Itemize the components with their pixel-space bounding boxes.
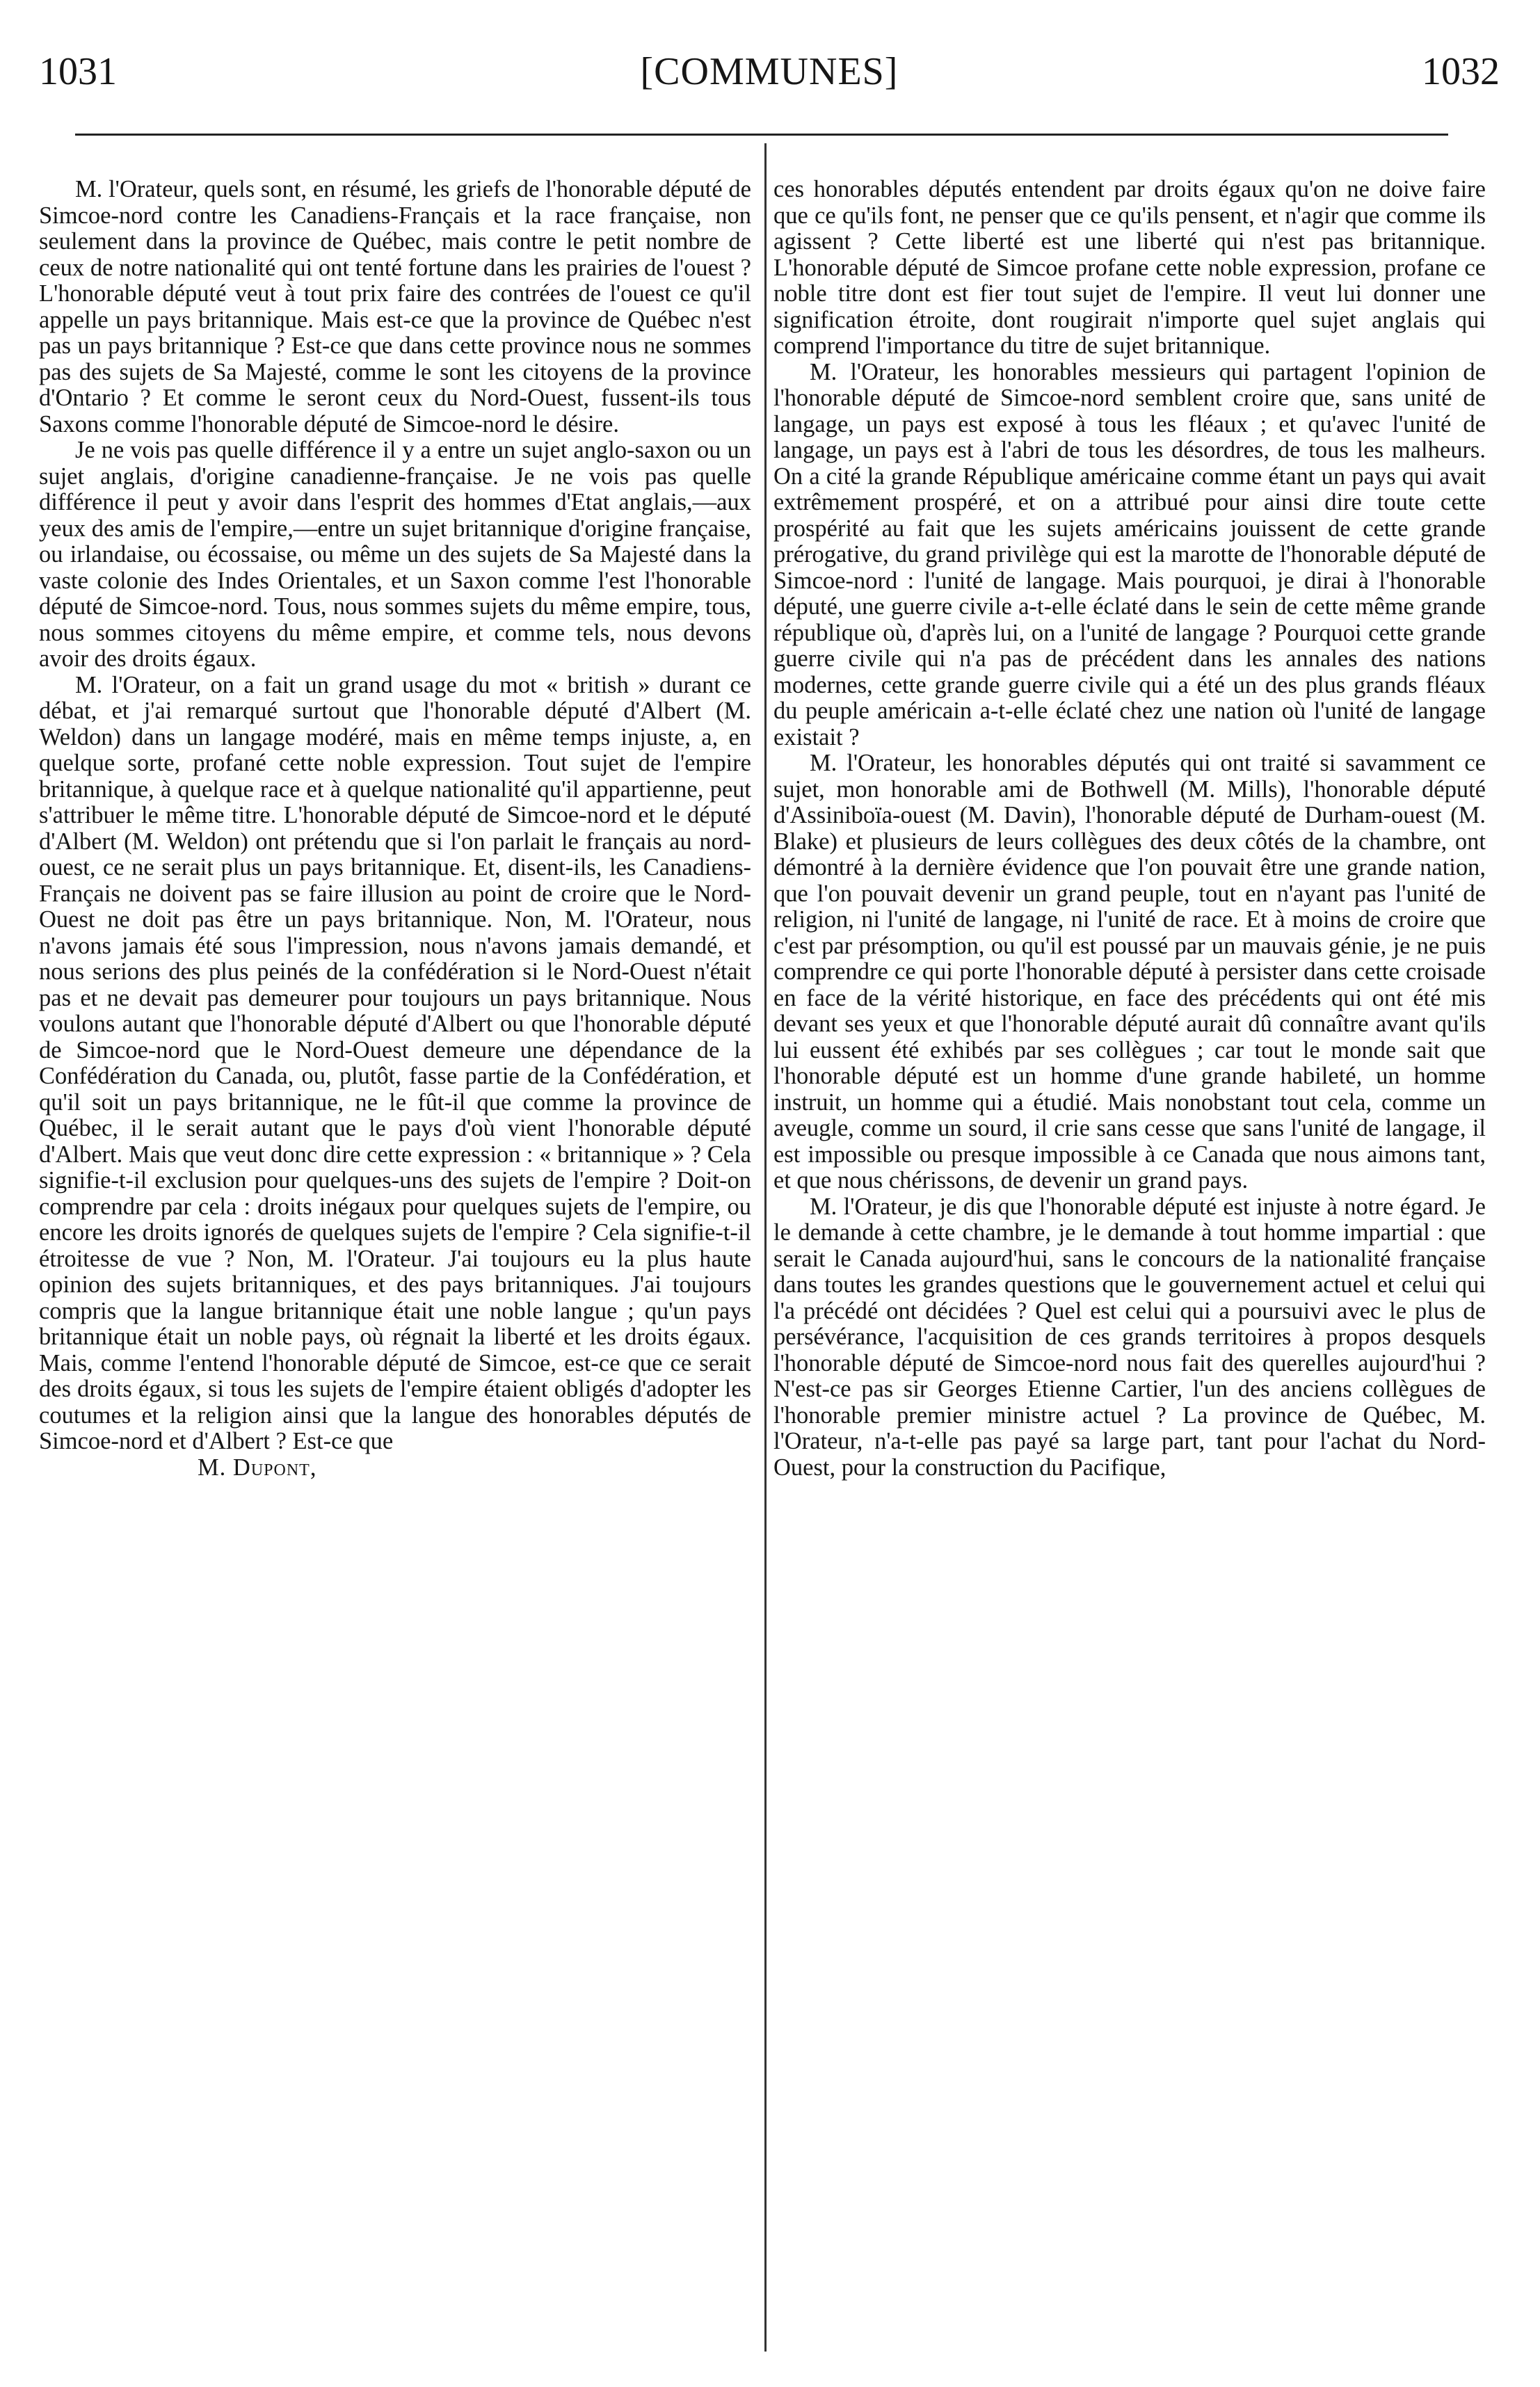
paragraph: M. l'Orateur, les honorables messieurs qui partagent l'opinion de l'honorable député de Simcoe-nord semblent croire que, sans unité de langage, un pays est exposé à tous les fléaux ; et qu'avec l'unité de langage, un pays est à l'abri de tous les désordres, de tous les malheurs. On a cité la grande République américaine comme étant un pays qui avait extrêmement prospéré, et on a attribué pour ainsi dire toute cette prospérité au fait que les sujets américains jouissent de cette grande prérogative, du grand privilège qui est la marotte de l'honorable député de Simcoe-nord : l'unité de langage. Mais pourquoi, je dirai à l'honorable député, une guerre civile a-t-elle éclaté dans le sein de cette même grande république où, d'après lui, on a l'unité de langage ? Pourquoi cette grande guerre civile qui n'a pas de précédent dans les annales des nations modernes, cette grande guerre civile qui a été un des plus grands fléaux du peuple américain a-t-elle éclaté chez une nation où l'unité de langage existait ?	[773, 358, 1486, 750]
paragraph: M. l'Orateur, je dis que l'honorable député est injuste à notre égard. Je le demande à cette chambre, je le demande à tout homme impartial : que serait le Canada aujourd'hui, sans le concours de la nationalité française dans toutes les grandes questions que le gouvernement actuel et celui qui l'a précédé ont décidées ? Quel est celui qui a poursuivi avec le plus de persévérance, l'acquisition de ces grands territoires à propos desquels l'honorable député de Simcoe-nord nous fait des querelles aujourd'hui ? N'est-ce pas sir Georges Etienne Cartier, l'un des anciens collègues de l'honorable premier ministre actuel ? La province de Québec, M. l'Orateur, n'a-t-elle pas payé sa large part, tant pour l'achat du Nord-Ouest, pour la construction du Pacifique,	[773, 1193, 1486, 1481]
page-number-right: 1032	[1422, 50, 1500, 93]
paragraph: M. l'Orateur, quels sont, en résumé, les griefs de l'honorable député de Simcoe-nord contre les Canadiens-Français et la race française, non seulement dans la province de Québec, mais contre le petit nombre de ceux de notre nationalité qui ont tenté fortune dans les prairies de l'ouest ? L'honorable député veut à tout prix faire des contrées de l'ouest ce qu'il appelle un pays britannique. Mais est-ce que la province de Québec n'est pas un pays britannique ? Est-ce que dans cette province nous ne sommes pas des sujets de Sa Majesté, comme le sont les citoyens de la province d'Ontario ? Et comme le seront ceux du Nord-Ouest, fussent-ils tous Saxons comme l'honorable député de Simcoe-nord le désire.	[39, 176, 751, 437]
page-header	[39, 40, 1500, 103]
running-header-title: [COMMUNES]	[640, 50, 899, 93]
left-column	[39, 177, 751, 1481]
paragraph: M. l'Orateur, on a fait un grand usage du mot « british » durant ce débat, et j'ai remarqué surtout que l'honorable député d'Albert (M. Weldon) dans un langage modéré, mais en même temps injuste, a, en quelque sorte, profané cette noble expression. Tout sujet de l'empire britannique, à quelque race et à quelque nationalité qu'il appartienne, peut s'attribuer le même titre. L'honorable député de Simcoe-nord et le député d'Albert (M. Weldon) ont prétendu que si l'on parlait le français au nord-ouest, ce ne serait plus un pays britannique. Et, disent-ils, les Canadiens-Français ne doivent pas se faire illusion au point de croire que le Nord-Ouest ne doit pas être un pays britannique. Non, M. l'Orateur, nous n'avons jamais été sous l'impression, nous n'avons jamais demandé, et nous serions des plus peinés de la confédération si le Nord-Ouest n'était pas et ne devait pas demeurer pour toujours un pays britannique. Nous voulons autant que l'honorable député d'Albert ou que l'honorable député de Simcoe-nord que le Nord-Ouest demeure une dépendance de la Confédération du Canada, ou, plutôt, fasse partie de la Confédération, et qu'il soit un pays britannique, ne le fût-il que comme la province de Québec, il le serait autant que le pays d'où vient l'honorable député d'Albert. Mais que veut donc dire cette expression : « britannique » ? Cela signifie-t-il exclusion pour quelques-uns des sujets de l'empire ? Doit-on comprendre par cela : droits inégaux pour quelques sujets de l'empire, ou encore les droits ignorés de quelques sujets de l'empire ? Cela signifie-t-il étroitesse de vue ? Non, M. l'Orateur. J'ai toujours eu la plus haute opinion des sujets britanniques, et des pays britanniques. J'ai toujours compris que la langue britannique était une noble langue ; qu'un pays britannique était un noble pays, où régnait la liberté et les droits égaux. Mais, comme l'entend l'honorable député de Simcoe, est-ce que ce serait des droits égaux, si tous les sujets de l'empire étaient obligés d'adopter les coutumes et la religion ainsi que la langue des honorables députés de Simcoe-nord et d'Albert ? Est-ce que	[39, 671, 751, 1454]
column-divider	[764, 143, 767, 2352]
right-column	[773, 177, 1486, 1481]
paragraph-continued: ces honorables députés entendent par droits égaux qu'on ne doive faire que ce qu'ils font, ne penser que ce qu'ils pensent, et n'agir que comme ils agissent ? Cette liberté est une liberté qui n'est pas britannique. L'honorable député de Simcoe profane cette noble expression, profane ce noble titre dont est fier tout sujet de l'empire. Il veut lui donner une signification étroite, dont rougirait n'importe quel sujet anglais qui comprend l'importance du titre de sujet britannique.	[773, 176, 1486, 359]
page-number-left: 1031	[39, 50, 117, 93]
paragraph: M. l'Orateur, les honorables députés qui ont traité si savamment ce sujet, mon honorable ami de Bothwell (M. Mills), l'honorable député d'Assiniboïa-ouest (M. Davin), l'honorable député de Durham-ouest (M. Blake) et plusieurs de leurs collègues des deux côtés de la chambre, ont démontré à la dernière évidence que l'on pouvait être une grande nation, que l'on pouvait devenir un grand peuple, tout en n'ayant pas l'unité de religion, ni l'unité de langage, ni l'unité de race. Et à moins de croire que c'est par présomption, ou qu'il est poussé par un mauvais génie, je ne puis comprendre ce qui porte l'honorable député à persister dans cette croisade en face de la vérité historique, en face des précédents qui ont été mis devant ses yeux et que l'honorable député aurait dû connaître avant qu'ils lui eussent été exhibés par ses collègues ; car tout le monde sait que l'honorable député est un homme d'une grande habileté, un homme instruit, un homme qui a étudié. Mais nonobstant tout cela, comme un aveugle, comme un sourd, il crie sans cesse que sans l'unité de langage, il est impossible ou presque impossible à ce Canada que nous aimons tant, et que nous chérissons, de devenir un grand pays.	[773, 750, 1486, 1194]
speaker-attribution: M. Dupont,	[198, 1454, 317, 1481]
header-rule	[75, 134, 1448, 136]
paragraph: Je ne vois pas quelle différence il y a entre un sujet anglo-saxon ou un sujet anglais, d'origine canadienne-française. Je ne vois pas quelle différence il peut y avoir dans l'esprit des hommes d'Etat anglais,—aux yeux des amis de l'empire,—entre un sujet britannique d'origine française, ou irlandaise, ou écossaise, ou même un des sujets de Sa Majesté dans la vaste colonie des Indes Orientales, et un Saxon comme l'est l'honorable député de Simcoe-nord. Tous, nous sommes sujets du même empire, tous, nous sommes citoyens du même empire, et comme tels, nous devons avoir des droits égaux.	[39, 437, 751, 672]
